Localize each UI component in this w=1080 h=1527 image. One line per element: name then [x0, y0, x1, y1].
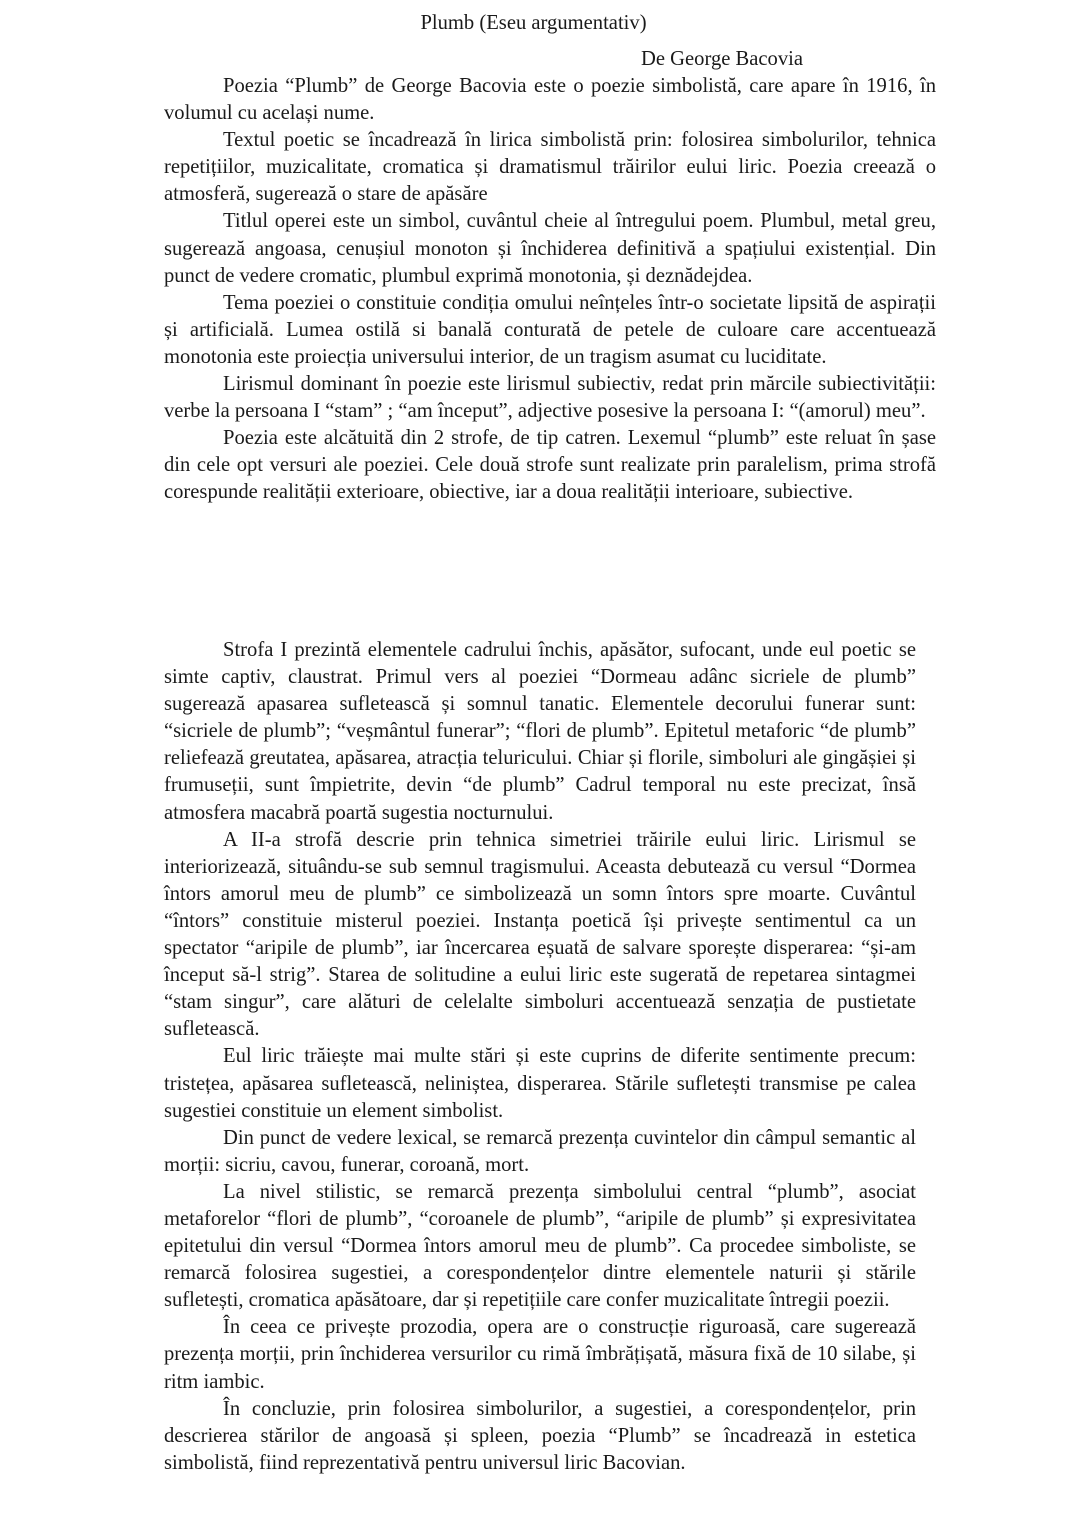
- paragraph: În ceea ce privește prozodia, opera are o construcție riguroasă, care sugerează prezența morții, prin închiderea versurilor cu rimă îmbrățișată, măsura fixă de 10 silabe, și ritm iambic.: [164, 1316, 916, 1393]
- paragraph: La nivel stilistic, se remarcă prezența simbolului central “plumb”, asociat metaforelor “flori de plumb”, “coroanele de plumb”, “aripile de plumb” și expresivitatea epitetului din versul “Dormea întors amorul meu de plumb”. Ca procedee simboliste, se remarcă folosirea sugestiei, a corespondențelor dintre elementele naturii și stările sufletești, cromatica apăsătoare, dar și repetițiile care confer muzicalitate întregii poezii.: [164, 1180, 916, 1312]
- paragraph: Strofa I prezintă elementele cadrului închis, apăsător, sufocant, unde eul poetic se simte captiv, claustrat. Primul vers al poeziei “Dormeau adânc sicriele de plumb” sugerează apasarea sufletească și somnul tanatic. Elementele decorului funerar sunt: “sicriele de plumb”; “veșmântul funerar”; “flori de plumb”. Epitetul metaforic “de plumb” reliefează greutatea, apăsarea, atracția teluricului. Chiar și florile, simboluri ale gingășiei și frumuseții, sunt împietrite, devin “de plumb” Cadrul temporal nu este precizat, însă atmosfera macabră poartă sugestia nocturnului.: [164, 639, 916, 824]
- paragraph: În concluzie, prin folosirea simbolurilor, a sugestiei, a corespondențelor, prin descrierea stărilor de angoasă și spleen, poezia “Plumb” se încadrează in estetica simbolistă, fiind reprezentativă pentru universul liric Bacovian.: [164, 1397, 916, 1474]
- paragraph: Poezia este alcătuită din 2 strofe, de tip catren. Lexemul “plumb” este reluat în șase din cele opt versuri ale poeziei. Cele două strofe sunt realizate prin paralelism, prima strofă corespunde realității exterioare, obiective, iar a doua realității interioare, subiective.: [164, 427, 936, 504]
- page-title: Plumb (Eseu argumentativ): [420, 12, 647, 34]
- paragraph: Din punct de vedere lexical, se remarcă prezența cuvintelor din câmpul semantic al morții: sicriu, cavou, funerar, coroană, mort.: [164, 1126, 916, 1176]
- paragraph: Titlul operei este un simbol, cuvântul cheie al întregului poem. Plumbul, metal greu, sugerează angoasa, cenușiul monoton și închiderea definitivă a spațiului existențial. Din punct de vedere cromatic, plumbul exprimă monotonia, și deznădejdea.: [164, 210, 936, 287]
- paragraph: A II-a strofă descrie prin tehnica simetriei trăirile eului liric. Lirismul se interiorizează, situându-se sub semnul tragismului. Aceasta debutează cu versul “Dormea întors amorul meu de plumb” ce simbolizează un somn întors spre moarte. Cuvântul “întors” constituie misterul poeziei. Instanța poetică își privește sentimentul ca un spectator “aripile de plumb”, iar încercarea eșuată de salvare sporește disperarea: “și-am început să-l strig”. Starea de solitudine a eului liric este sugerată de repetarea sintagmei “stam singur”, care alături de celelalte simboluri accentuează senzația de pustietate sufletească.: [164, 828, 916, 1041]
- essay-section-2: [164, 637, 916, 1477]
- paragraph: Poezia “Plumb” de George Bacovia este o poezie simbolistă, care apare în 1916, în volumul cu același nume.: [164, 75, 936, 125]
- essay-section-1: [164, 73, 936, 507]
- author-line: De George Bacovia: [641, 48, 804, 70]
- paragraph: Textul poetic se încadrează în lirica simbolistă prin: folosirea simbolurilor, tehnica repetițiilor, muzicalitate, cromatica și dramatismul trăirilor eului liric. Poezia creează o atmosferă, sugerează o stare de apăsăre: [164, 129, 936, 206]
- paragraph: Eul liric trăiește mai multe stări și este cuprins de diferite sentimente precum: tristețea, apăsarea sufletească, neliniștea, disperarea. Stările sufletești transmise pe calea sugestiei constituie un element simbolist.: [164, 1045, 916, 1122]
- paragraph: Lirismul dominant în poezie este lirismul subiectiv, redat prin mărcile subiectivității: verbe la persoana I “stam” ; “am început”, adjective posesive la persoana I: “(amorul) meu”.: [164, 373, 936, 423]
- paragraph: Tema poeziei o constituie condiția omului neînțeles într-o societate lipsită de aspirații și artificială. Lumea ostilă si banală conturată de petele de culoare care accentuează monotonia este proiecția universului interior, de un tragism asumat cu luciditate.: [164, 291, 936, 368]
